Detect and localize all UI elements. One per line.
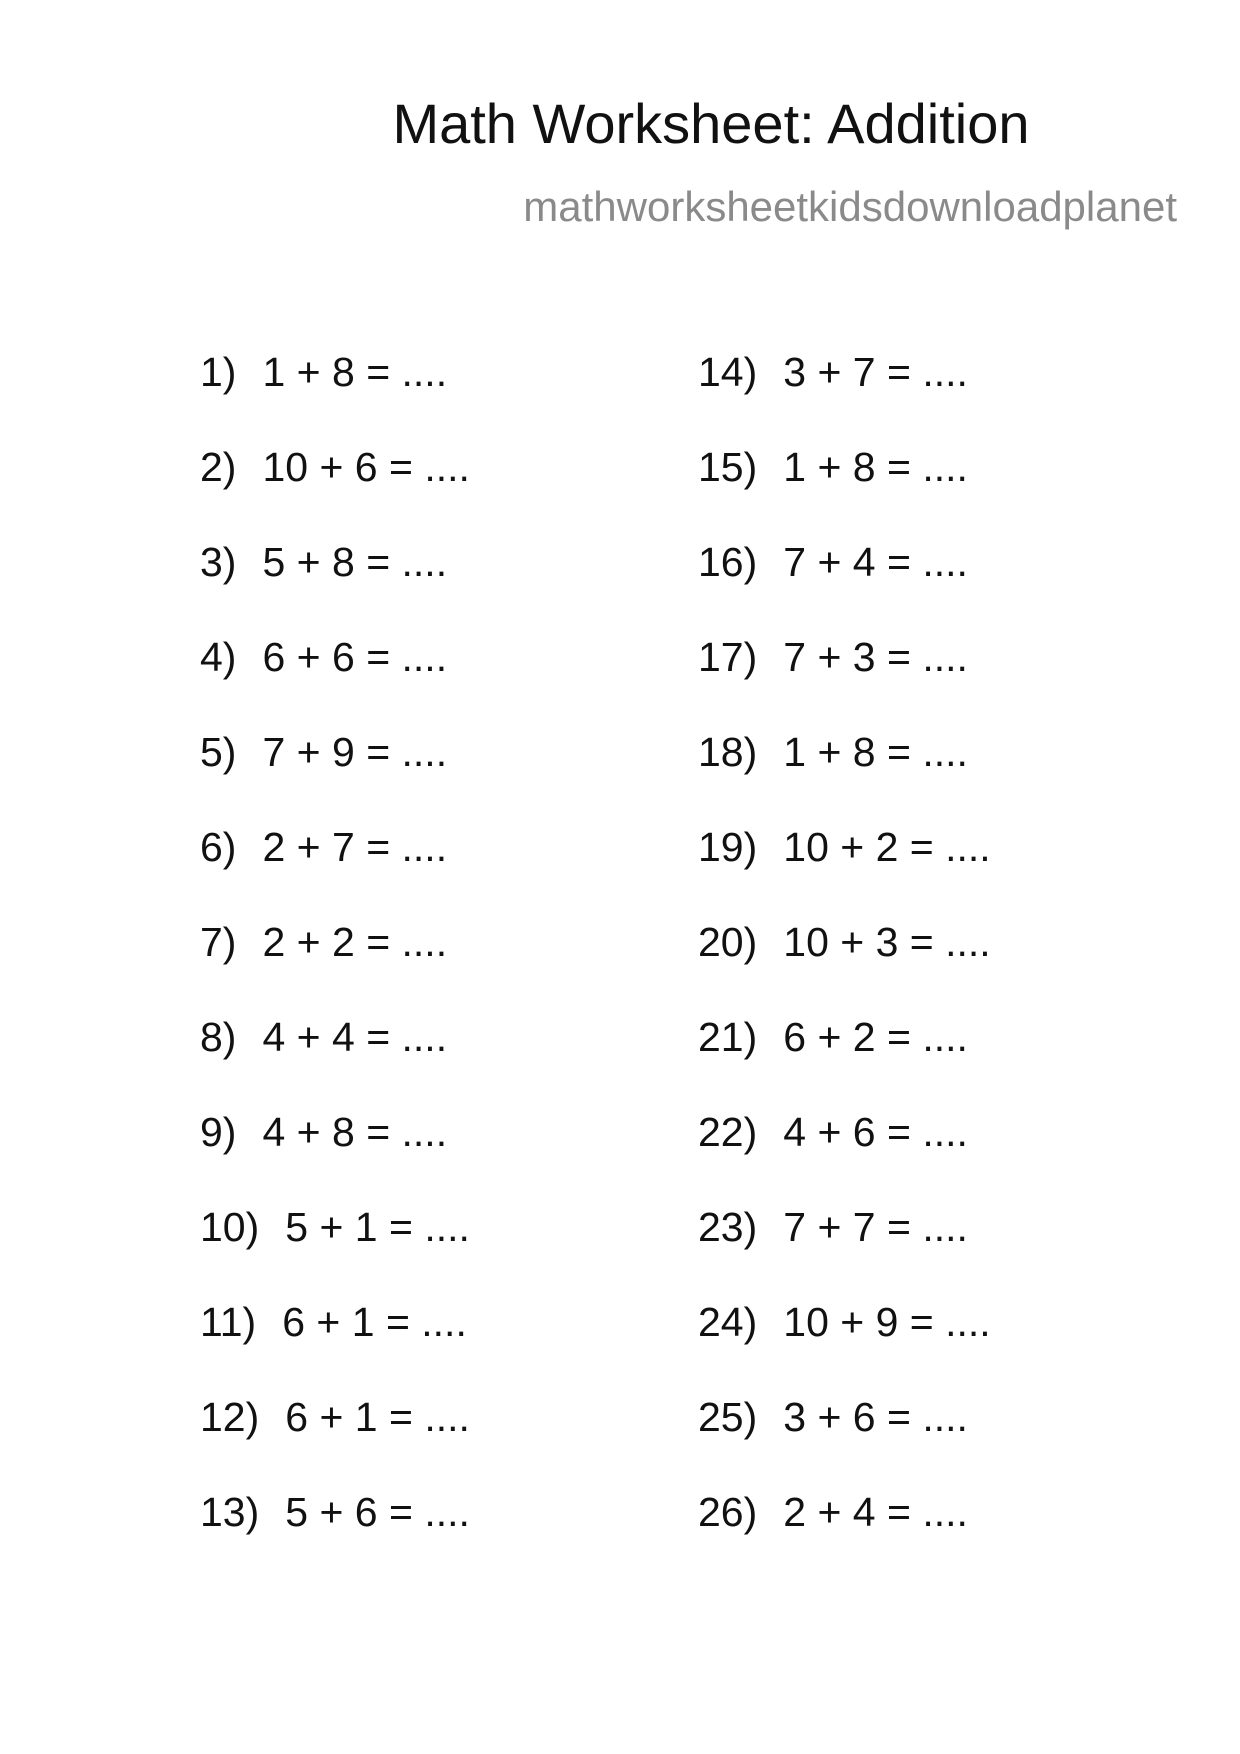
problem-number: 19) <box>698 824 758 870</box>
problem-item <box>698 634 991 732</box>
problem-item <box>200 1489 470 1587</box>
problem-expression: 2 + 2 = .... <box>262 919 448 965</box>
problems-column-right <box>698 349 991 1587</box>
problem-expression: 5 + 6 = .... <box>285 1489 470 1535</box>
problem-expression: 3 + 7 = .... <box>783 349 968 395</box>
problem-number: 9) <box>200 1109 237 1155</box>
problem-expression: 4 + 8 = .... <box>262 1109 448 1155</box>
problem-item <box>698 1299 991 1397</box>
problem-number: 8) <box>200 1014 237 1060</box>
problem-expression: 7 + 7 = .... <box>783 1204 968 1250</box>
problem-number: 25) <box>698 1394 758 1440</box>
problem-item <box>698 1394 991 1492</box>
problem-expression: 1 + 8 = .... <box>783 729 968 775</box>
problem-expression: 10 + 9 = .... <box>783 1299 991 1345</box>
problem-number: 5) <box>200 729 237 775</box>
problem-number: 6) <box>200 824 237 870</box>
problem-item <box>698 1204 991 1302</box>
problem-item <box>200 1394 470 1492</box>
problem-number: 7) <box>200 919 237 965</box>
problem-expression: 7 + 4 = .... <box>783 539 968 585</box>
problem-item <box>200 539 470 637</box>
problem-number: 2) <box>200 444 237 490</box>
problem-expression: 7 + 3 = .... <box>783 634 968 680</box>
problem-expression: 4 + 4 = .... <box>262 1014 448 1060</box>
problem-expression: 4 + 6 = .... <box>783 1109 968 1155</box>
problem-number: 17) <box>698 634 758 680</box>
problem-expression: 10 + 3 = .... <box>783 919 991 965</box>
problem-expression: 2 + 7 = .... <box>262 824 448 870</box>
problem-number: 15) <box>698 444 758 490</box>
problem-expression: 6 + 2 = .... <box>783 1014 968 1060</box>
problem-number: 18) <box>698 729 758 775</box>
problem-expression: 1 + 8 = .... <box>262 349 448 395</box>
problem-item <box>698 539 991 637</box>
problem-item <box>200 634 470 732</box>
problem-number: 14) <box>698 349 758 395</box>
problem-item <box>200 1109 470 1207</box>
problem-expression: 6 + 1 = .... <box>282 1299 467 1345</box>
problem-item <box>698 824 991 922</box>
problem-item <box>698 1014 991 1112</box>
problem-item <box>200 729 470 827</box>
problem-number: 16) <box>698 539 758 585</box>
problem-expression: 5 + 8 = .... <box>262 539 448 585</box>
problems-column-left <box>200 349 470 1587</box>
problem-expression: 6 + 1 = .... <box>285 1394 470 1440</box>
problem-number: 26) <box>698 1489 758 1535</box>
problem-expression: 1 + 8 = .... <box>783 444 968 490</box>
problem-item <box>698 444 991 542</box>
problem-number: 23) <box>698 1204 758 1250</box>
problem-number: 10) <box>200 1204 260 1250</box>
problem-number: 20) <box>698 919 758 965</box>
problem-number: 1) <box>200 349 237 395</box>
problem-item <box>200 349 470 447</box>
problem-expression: 2 + 4 = .... <box>783 1489 968 1535</box>
problem-item <box>698 1109 991 1207</box>
problem-item <box>200 824 470 922</box>
problem-item <box>698 919 991 1017</box>
problem-number: 22) <box>698 1109 758 1155</box>
problem-item <box>200 1204 470 1302</box>
worksheet-source: mathworksheetkidsdownloadplanet <box>523 183 1177 230</box>
problem-expression: 10 + 2 = .... <box>783 824 991 870</box>
problem-item <box>200 1299 470 1397</box>
problem-item <box>200 444 470 542</box>
problem-expression: 6 + 6 = .... <box>262 634 448 680</box>
problem-number: 24) <box>698 1299 758 1345</box>
problem-expression: 3 + 6 = .... <box>783 1394 968 1440</box>
worksheet-title: Math Worksheet: Addition <box>392 92 1030 155</box>
problem-expression: 7 + 9 = .... <box>262 729 448 775</box>
problem-expression: 5 + 1 = .... <box>285 1204 470 1250</box>
problem-item <box>200 1014 470 1112</box>
problem-item <box>200 919 470 1017</box>
problem-expression: 10 + 6 = .... <box>262 444 470 490</box>
problem-number: 12) <box>200 1394 260 1440</box>
problem-item <box>698 349 991 447</box>
problem-number: 4) <box>200 634 237 680</box>
problem-item <box>698 729 991 827</box>
problem-number: 3) <box>200 539 237 585</box>
problem-number: 13) <box>200 1489 260 1535</box>
problem-item <box>698 1489 991 1587</box>
problem-number: 21) <box>698 1014 758 1060</box>
problem-number: 11) <box>200 1299 257 1345</box>
